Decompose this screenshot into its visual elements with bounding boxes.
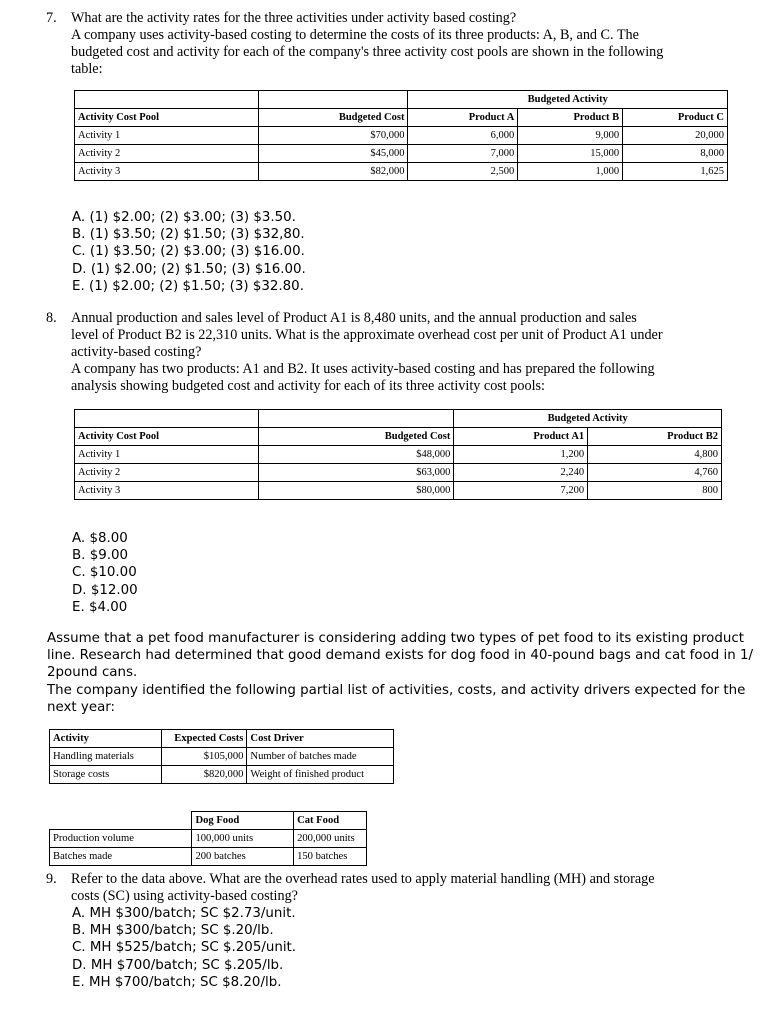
table-cell: $48,000: [258, 446, 454, 464]
table-cell: 1,000: [518, 163, 623, 181]
table-row: [50, 766, 394, 784]
column-header: Cost Driver: [247, 730, 394, 748]
table-cell: Activity 2: [75, 145, 259, 163]
table-cell: Number of batches made: [247, 748, 394, 766]
table-header-row: [75, 428, 722, 446]
table-cell: Storage costs: [50, 766, 162, 784]
table-cell: Activity 1: [75, 127, 259, 145]
table-header-row: [75, 109, 728, 127]
table-cell: Activity 1: [75, 446, 259, 464]
question-line: table:: [71, 61, 103, 77]
answer-options-q7: [72, 209, 306, 295]
table-cell: $82,000: [258, 163, 408, 181]
column-header: Budgeted Cost: [258, 428, 454, 446]
question-number: 7.: [46, 10, 57, 26]
column-header: Product B2: [588, 428, 722, 446]
table-cell: 150 batches: [294, 848, 367, 866]
answer-option[interactable]: D. $12.00: [72, 582, 138, 598]
answer-option[interactable]: C. (1) $3.50; (2) $3.00; (3) $16.00.: [72, 244, 305, 260]
question-line: A company has two products: A1 and B2. It uses activity-based costing and has prepared the following: [71, 361, 655, 377]
table-row: [75, 446, 722, 464]
question-line: level of Product B2 is 22,310 units. What is the approximate overhead cost per unit of Product A1 under: [71, 327, 663, 343]
question-line: A company uses activity-based costing to determine the costs of its three products: A, B, and C. The: [71, 27, 639, 43]
scenario-line: next year:: [47, 699, 116, 715]
column-header: Product A: [408, 109, 518, 127]
answer-option[interactable]: A. $8.00: [72, 531, 128, 546]
scenario-line: 2pound cans.: [47, 665, 138, 681]
scenario-line: Assume that a pet food manufacturer is considering adding two types of pet food to its existing product: [47, 631, 744, 646]
table-cell: $63,000: [258, 464, 454, 482]
table-header-row: [50, 730, 394, 748]
question-line: budgeted cost and activity for each of the company's three activity cost pools are shown in the following: [71, 44, 664, 60]
table-cell: Production volume: [50, 830, 192, 848]
question-line: analysis showing budgeted cost and activity for each of its three activity cost pools:: [71, 378, 545, 394]
answer-option[interactable]: D. (1) $2.00; (2) $1.50; (3) $16.00.: [72, 261, 306, 277]
table-row: [75, 127, 728, 145]
table-cell: 7,000: [408, 145, 518, 163]
table-cell: Handling materials: [50, 748, 162, 766]
answer-option[interactable]: E. (1) $2.00; (2) $1.50; (3) $32.80.: [72, 278, 304, 294]
table-cell: Batches made: [50, 848, 192, 866]
column-header: Expected Costs: [161, 730, 247, 748]
scenario-line: line. Research had determined that good demand exists for dog food in 40-pound bags and cat food in 1/: [47, 648, 754, 664]
answer-option[interactable]: B. MH $300/batch; SC $.20/lb.: [72, 923, 274, 939]
table-cell: 200 batches: [192, 848, 294, 866]
table-cell: 9,000: [518, 127, 623, 145]
activity-cost-table-q8: [74, 409, 722, 500]
table-cell: Activity 3: [75, 163, 259, 181]
table-cell: 100,000 units: [192, 830, 294, 848]
column-header: Dog Food: [192, 812, 294, 830]
table-cell: Activity 2: [75, 464, 259, 482]
table-group-header: Budgeted Activity: [454, 410, 722, 428]
column-header: Activity Cost Pool: [75, 109, 259, 127]
answer-option[interactable]: C. $10.00: [72, 565, 137, 581]
question-line: Refer to the data above. What are the overhead rates used to apply material handling (MH) and storage: [71, 871, 655, 887]
table-group-header: Budgeted Activity: [408, 91, 728, 109]
table-cell: 8,000: [623, 145, 728, 163]
question-line: activity-based costing?: [71, 344, 202, 360]
column-header: Activity Cost Pool: [75, 428, 259, 446]
question-line: costs (SC) using activity-based costing?: [71, 888, 298, 904]
question-line: Annual production and sales level of Product A1 is 8,480 units, and the annual production and sales: [71, 310, 637, 326]
table-cell: Activity 3: [75, 482, 259, 500]
table-row: [75, 163, 728, 181]
table-cell: 200,000 units: [294, 830, 367, 848]
table-cell: 20,000: [623, 127, 728, 145]
answer-option[interactable]: E. $4.00: [72, 599, 128, 615]
answer-option[interactable]: B. (1) $3.50; (2) $1.50; (3) $32,80.: [72, 227, 305, 243]
answer-option[interactable]: A. (1) $2.00; (2) $3.00; (3) $3.50.: [72, 210, 296, 225]
answer-option[interactable]: C. MH $525/batch; SC $.205/unit.: [72, 940, 297, 956]
table-cell: 2,240: [454, 464, 588, 482]
pet-food-scenario: [47, 630, 753, 716]
question-number: 9.: [46, 871, 57, 887]
question-text: [71, 310, 663, 395]
column-header: Product B: [518, 109, 623, 127]
question-number: 8.: [46, 310, 57, 326]
column-header: Cat Food: [294, 812, 367, 830]
table-cell: $70,000: [258, 127, 408, 145]
table-cell: 15,000: [518, 145, 623, 163]
answer-options-q9: [72, 905, 296, 991]
table-row: [75, 482, 722, 500]
table-cell: $820,000: [161, 766, 247, 784]
answer-option[interactable]: A. MH $300/batch; SC $2.73/unit.: [72, 906, 296, 921]
column-header: [50, 812, 192, 830]
table-row: [50, 848, 367, 866]
table-cell: 4,800: [588, 446, 722, 464]
answer-option[interactable]: D. MH $700/batch; SC $.205/lb.: [72, 957, 284, 973]
table-cell: $45,000: [258, 145, 408, 163]
table-cell: Weight of finished product: [247, 766, 394, 784]
question-text: [71, 10, 663, 78]
table-row: [75, 464, 722, 482]
question-text: [71, 871, 655, 905]
table-cell: 6,000: [408, 127, 518, 145]
table-cell: 2,500: [408, 163, 518, 181]
table-row: [50, 830, 367, 848]
activity-cost-table-q7: [74, 90, 728, 181]
production-volume-table: [49, 811, 367, 866]
column-header: Budgeted Cost: [258, 109, 408, 127]
table-header-row: [50, 812, 367, 830]
column-header: Activity: [50, 730, 162, 748]
scenario-line: The company identified the following partial list of activities, costs, and activity drivers expected for the: [47, 682, 746, 698]
column-header: Product A1: [454, 428, 588, 446]
column-header: Product C: [623, 109, 728, 127]
table-cell: 7,200: [454, 482, 588, 500]
question-line: What are the activity rates for the three activities under activity based costing?: [71, 10, 517, 26]
table-cell: 1,200: [454, 446, 588, 464]
activity-costs-table: [49, 729, 394, 784]
table-row: [75, 145, 728, 163]
answer-option[interactable]: B. $9.00: [72, 548, 129, 564]
answer-option[interactable]: E. MH $700/batch; SC $8.20/lb.: [72, 974, 282, 990]
table-cell: 1,625: [623, 163, 728, 181]
table-cell: 800: [588, 482, 722, 500]
table-cell: $80,000: [258, 482, 454, 500]
answer-options-q8: [72, 530, 138, 616]
table-cell: 4,760: [588, 464, 722, 482]
table-row: [50, 748, 394, 766]
table-cell: $105,000: [161, 748, 247, 766]
